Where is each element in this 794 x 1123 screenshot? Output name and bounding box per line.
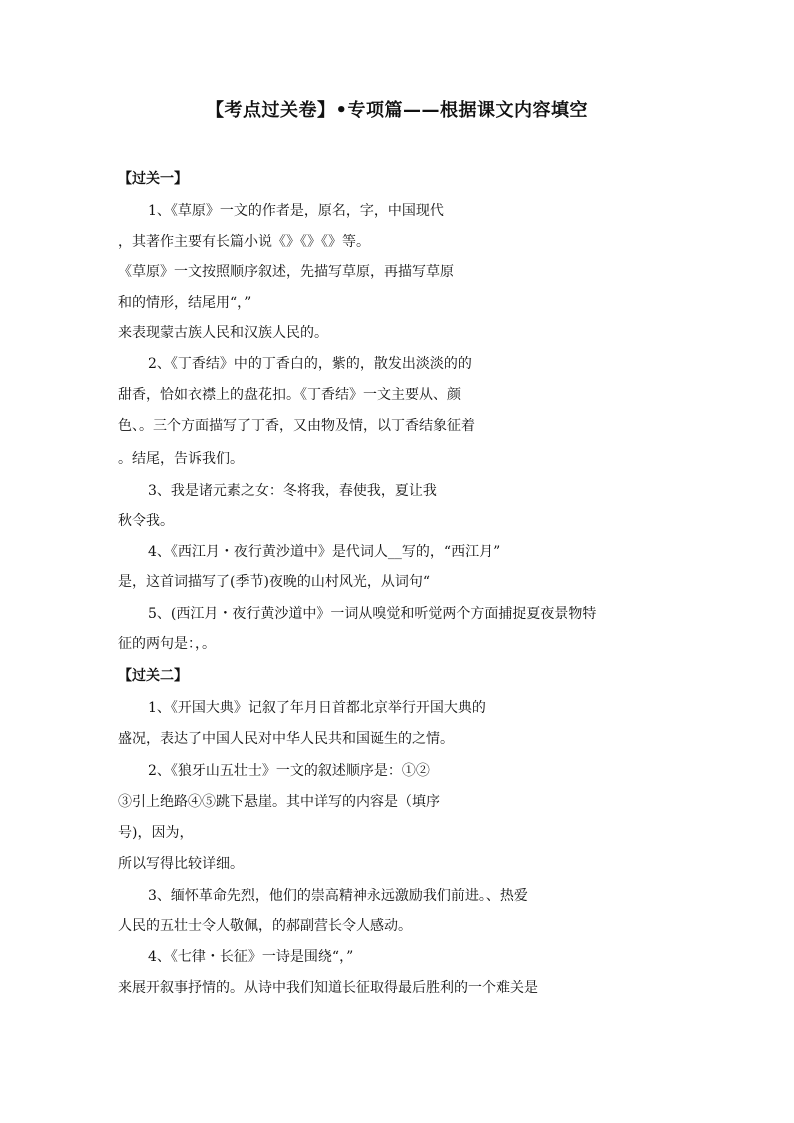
text-line: 。结尾，告诉我们。 [118, 451, 244, 467]
text-line: 人民的五壮士令人敬佩，的郝副营长令人感动。 [118, 918, 412, 934]
text-line: 1、《草原》一文的作者是，原名，字，中国现代 [148, 203, 444, 219]
text-line: 4、《西江月・夜行黄沙道中》是代词人__写的，“西江月” [148, 544, 501, 560]
text-line: 来展开叙事抒情的。从诗中我们知道长征取得最后胜利的一个难关是 [118, 980, 538, 996]
text-line: ，其著作主要有长篇小说《》《》《》等。 [118, 234, 370, 250]
text-line: 征的两句是：，。 [118, 636, 216, 652]
section-heading-1: 【过关一】 [118, 171, 188, 187]
page-title: 【考点过关卷】•专项篇——根据课文内容填空 [205, 100, 588, 121]
text-line: 2、《狼牙山五壮士》一文的叙述顺序是：①② [148, 763, 430, 779]
text-line: 号)，因为， [118, 825, 194, 841]
text-line: 1、《开国大典》记叙了年月日首都北京举行开国大典的 [148, 700, 486, 716]
text-line: 4、《七律・长征》一诗是围绕“，” [148, 949, 354, 965]
text-line: 3、缅怀革命先烈，他们的崇高精神永远激励我们前进。、热爱 [148, 888, 528, 904]
text-line: ③引上绝路④⑤跳下悬崖。其中详写的内容是（填序 [118, 794, 440, 810]
text-line: 和的情形，结尾用“，” [118, 295, 252, 311]
text-line: 色、。三个方面描写了丁香，又由物及情，以丁香结象征着 [118, 418, 475, 434]
text-line: 甜香，恰如衣襟上的盘花扣。《丁香结》一文主要从、颜 [118, 387, 461, 403]
section-heading-2: 【过关二】 [118, 668, 188, 684]
text-line: 来表现蒙古族人民和汉族人民的。 [118, 325, 328, 341]
text-line: 是，这首词描写了(季节)夜晚的山村风光，从词句“ [118, 574, 431, 590]
text-line: 5、(西江月・夜行黄沙道中》一词从嗅觉和听觉两个方面捕捉夏夜景物特 [148, 606, 597, 622]
text-line: 《草原》一文按照顺序叙述，先描写草原，再描写草原 [118, 264, 454, 280]
text-line: 所以写得比较详细。 [118, 856, 244, 872]
text-line: 2、《丁香结》中的丁香白的，紫的，散发出淡淡的的 [148, 356, 472, 372]
text-line: 3、我是诸元素之女：冬将我，春使我，夏让我 [148, 483, 437, 499]
text-line: 秋令我。 [118, 513, 174, 529]
text-line: 盛况，表达了中国人民对中华人民共和国诞生的之情。 [118, 731, 454, 747]
